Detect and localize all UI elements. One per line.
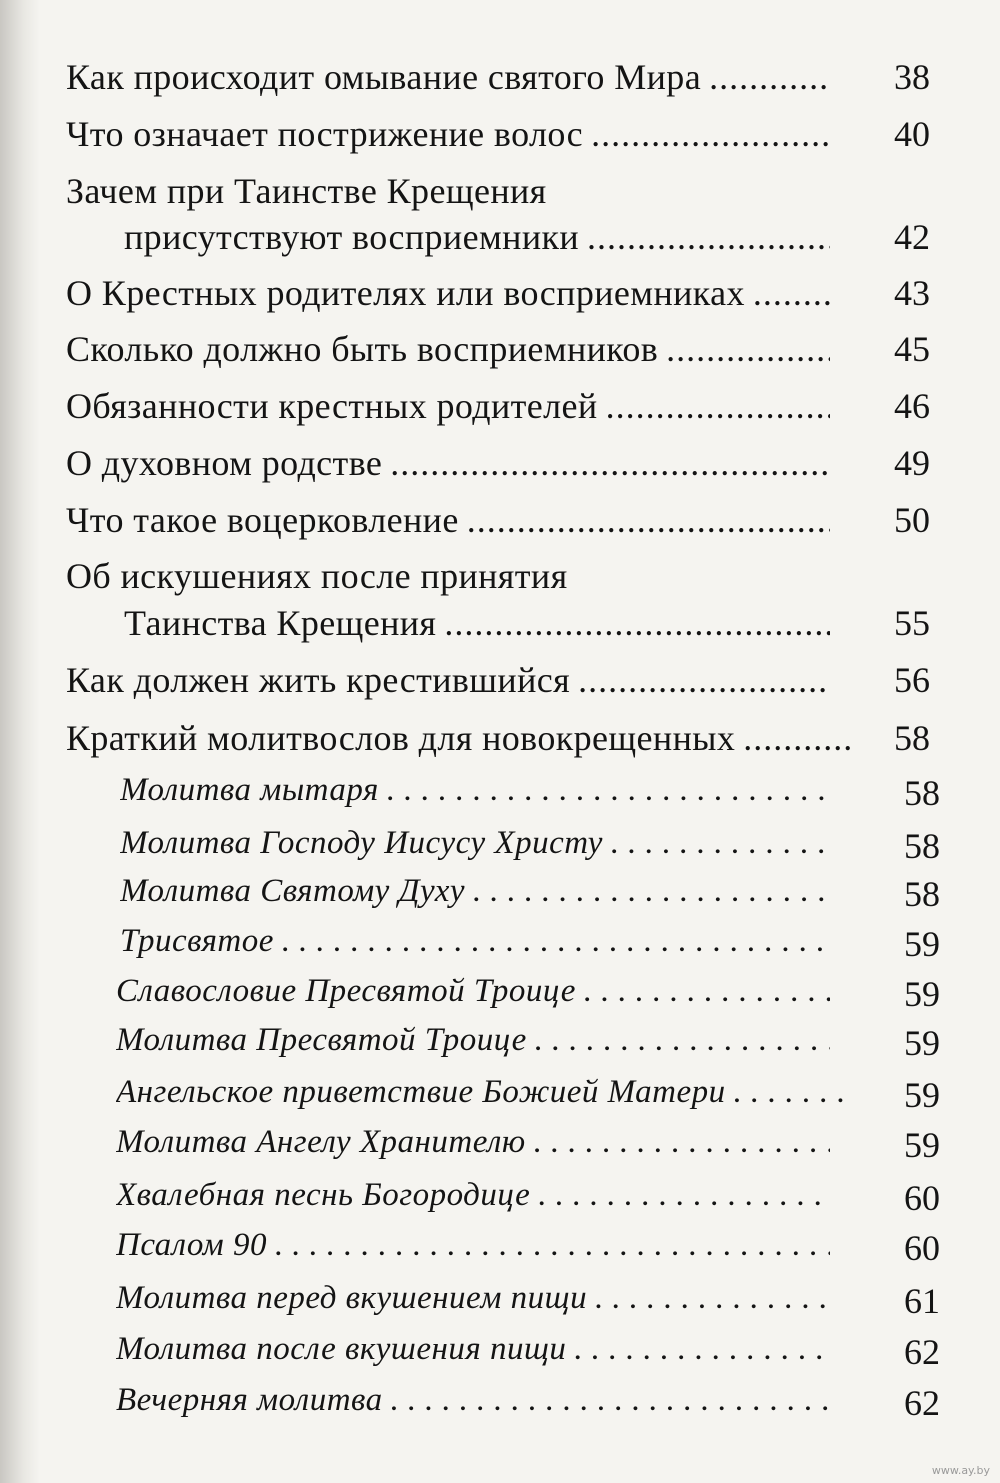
dot-leader bbox=[387, 772, 830, 809]
dot-leader bbox=[538, 1177, 830, 1214]
prayer-entry-title: Трисвятое bbox=[120, 923, 274, 959]
toc-entry-page: 40 bbox=[894, 114, 930, 154]
toc-entry bbox=[0, 113, 1000, 173]
toc-entry-page: 38 bbox=[894, 57, 930, 97]
toc-entry-page: 50 bbox=[894, 500, 930, 540]
dot-leader bbox=[535, 1022, 830, 1059]
dot-leader bbox=[666, 328, 830, 370]
toc-entry-title: О духовном родстве bbox=[66, 443, 383, 483]
dot-leader bbox=[473, 873, 830, 910]
toc-entry bbox=[0, 328, 1000, 388]
toc-entry-title: Об искушениях после принятия bbox=[66, 556, 568, 596]
prayer-entry-title: Псалом 90 bbox=[116, 1227, 267, 1263]
toc-entry-page: 55 bbox=[894, 603, 930, 643]
toc-entry-page: 49 bbox=[894, 443, 930, 483]
dot-leader bbox=[591, 113, 830, 155]
toc-entry-page: 45 bbox=[894, 329, 930, 369]
prayer-entry-page: 60 bbox=[904, 1178, 940, 1218]
dot-leader bbox=[467, 499, 830, 541]
dot-leader bbox=[534, 1124, 830, 1161]
dot-leader bbox=[391, 1382, 830, 1419]
watermark: www.ay.by bbox=[931, 1464, 990, 1477]
toc-entry-title: Сколько должно быть восприемников bbox=[66, 329, 659, 369]
dot-leader bbox=[444, 602, 830, 644]
toc-entry-title: Зачем при Таинстве Крещения bbox=[66, 171, 547, 211]
toc-entry bbox=[0, 499, 1000, 559]
dot-leader bbox=[611, 825, 830, 862]
toc-entry bbox=[0, 659, 1000, 719]
toc-entry-title: Что означает пострижение волос bbox=[66, 114, 584, 154]
toc-entry bbox=[0, 170, 1000, 280]
prayer-entry-title: Молитва Пресвятой Троице bbox=[116, 1022, 527, 1058]
dot-leader bbox=[595, 1280, 830, 1317]
toc-entry bbox=[0, 272, 1000, 332]
prayer-entry bbox=[0, 1382, 1000, 1442]
prayer-entry-title: Хвалебная песнь Богородице bbox=[116, 1177, 531, 1213]
prayer-entry-title: Вечерняя молитва bbox=[116, 1382, 383, 1418]
prayer-entry-page: 62 bbox=[904, 1332, 940, 1372]
prayer-entry-title: Ангельское приветствие Божией Матери bbox=[116, 1074, 726, 1110]
toc-entry-page: 58 bbox=[894, 718, 930, 758]
toc-entry-title-continuation: присутствуют восприемники bbox=[124, 217, 580, 257]
prayer-entry-page: 59 bbox=[904, 1075, 940, 1115]
dot-leader bbox=[709, 56, 830, 98]
toc-entry-title: Как происходит омывание святого Мира bbox=[66, 57, 702, 97]
toc-entry-page: 43 bbox=[894, 273, 930, 313]
dot-leader bbox=[743, 717, 850, 759]
toc-entry bbox=[0, 385, 1000, 445]
prayer-entry-page: 58 bbox=[904, 874, 940, 914]
prayer-entry-title: Молитва Святому Духу bbox=[120, 873, 466, 909]
toc-entry-page: 56 bbox=[894, 660, 930, 700]
dot-leader bbox=[734, 1074, 850, 1111]
prayer-entry-page: 59 bbox=[904, 1023, 940, 1063]
prayer-entry bbox=[0, 1227, 1000, 1287]
dot-leader bbox=[584, 973, 830, 1010]
prayer-entry-title: Молитва после вкушения пищи bbox=[116, 1331, 567, 1367]
dot-leader bbox=[753, 272, 830, 314]
toc-entry-title-continuation: Таинства Крещения bbox=[124, 603, 437, 643]
dot-leader bbox=[574, 1331, 830, 1368]
prayer-entry-page: 59 bbox=[904, 924, 940, 964]
toc-entry-title: О Крестных родителях или восприемниках bbox=[66, 273, 745, 313]
prayer-entry-page: 59 bbox=[904, 974, 940, 1014]
dot-leader bbox=[606, 385, 830, 427]
toc-entry bbox=[0, 442, 1000, 502]
toc-entry-title: Что такое воцерковление bbox=[66, 500, 459, 540]
dot-leader bbox=[275, 1227, 830, 1264]
prayer-entry-page: 59 bbox=[904, 1125, 940, 1165]
prayer-entry-title: Славословие Пресвятой Троице bbox=[116, 973, 576, 1009]
toc-entry-title: Как должен жить крестившийся bbox=[66, 660, 571, 700]
prayer-entry bbox=[0, 772, 1000, 832]
prayer-entry bbox=[0, 1124, 1000, 1184]
prayer-entry-title: Молитва Ангелу Хранителю bbox=[116, 1124, 526, 1160]
prayer-entry-page: 62 bbox=[904, 1383, 940, 1423]
dot-leader bbox=[282, 923, 830, 960]
prayer-entry-title: Молитва Господу Иисусу Христу bbox=[120, 825, 603, 861]
toc-entry-title: Краткий молитвослов для новокрещенных bbox=[66, 718, 736, 758]
prayer-entry-page: 60 bbox=[904, 1228, 940, 1268]
dot-leader bbox=[390, 442, 830, 484]
toc-entry-page: 46 bbox=[894, 386, 930, 426]
prayer-entry-title: Молитва мытаря bbox=[120, 772, 379, 808]
toc-entry bbox=[0, 56, 1000, 116]
toc-entry-title: Обязанности крестных родителей bbox=[66, 386, 598, 426]
toc-entry bbox=[0, 717, 1000, 777]
prayer-entry-page: 61 bbox=[904, 1281, 940, 1321]
prayer-entry bbox=[0, 1022, 1000, 1082]
dot-leader bbox=[578, 659, 830, 701]
prayer-entry-page: 58 bbox=[904, 826, 940, 866]
prayer-entry-title: Молитва перед вкушением пищи bbox=[116, 1280, 588, 1316]
toc-entry bbox=[0, 555, 1000, 665]
dot-leader bbox=[587, 216, 830, 258]
toc-entry-page: 42 bbox=[894, 217, 930, 257]
prayer-entry-page: 58 bbox=[904, 773, 940, 813]
